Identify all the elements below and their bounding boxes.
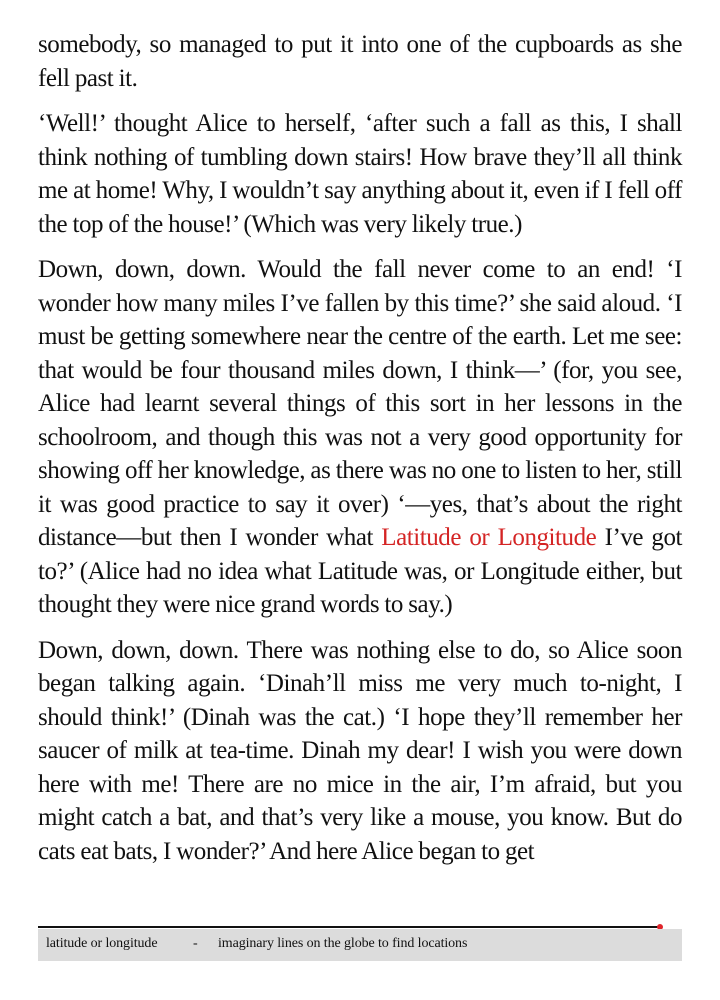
footnote-definition: imaginary lines on the globe to find locations — [218, 936, 468, 951]
footnote-separator: - — [193, 936, 198, 951]
paragraph-1-text: somebody, so managed to put it into one of the cupboards as she fell past it. — [38, 31, 682, 92]
paragraph-4-text: Down, down, down. There was nothing else to do, so Alice soon began talking again. ‘Dinah’ll miss me very much to-night, I should think!’ (Dinah was the cat.) ‘I hope they’ll remember her saucer of milk at tea-time. Dinah my dear! I wish you were down here with me! There are no mice in the air, I’m afraid, but you might catch a bat, and that’s very like a mouse, you know. But do cats eat bats, I wonder?’ And here Alice began to get — [38, 636, 682, 865]
footnote-term: latitude or longitude — [46, 936, 158, 951]
paragraph-2 — [38, 107, 682, 241]
page-body — [38, 28, 682, 880]
highlighted-term-latitude-longitude: Latitude or Longitude — [381, 524, 597, 551]
footnote-box — [38, 929, 682, 961]
paragraph-2-text: ‘Well!’ thought Alice to herself, ‘after such a fall as this, I shall think nothing of tumbling down stairs! How brave they’ll all think me at home! Why, I wouldn’t say anything about it, even if I fell off the top of the house!’ (Which was very likely true.) — [38, 110, 682, 238]
paragraph-3-text-after: I’ve got to?’ (Alice had no idea what Latitude was, or Longitude either, but thought they were nice grand words to say.) — [38, 524, 682, 618]
paragraph-3-text-before: Down, down, down. Would the fall never come to an end! ‘I wonder how many miles I’ve fallen by this time?’ she said aloud. ‘I must be getting somewhere near the centre of the earth. Let me see: that would be four thousand miles down, I think—’ (for, you see, Alice had learnt several things of this sort in her lessons in the schoolroom, and though this was not a very good opportunity for showing off her knowledge, as there was no one to listen to her, still it was good practice to say it over) ‘—yes, that’s about the right distance—but then I wonder what — [38, 256, 682, 551]
paragraph-3 — [38, 253, 682, 622]
paragraph-4 — [38, 634, 682, 869]
footnote-rule — [38, 926, 660, 928]
paragraph-1 — [38, 28, 682, 95]
